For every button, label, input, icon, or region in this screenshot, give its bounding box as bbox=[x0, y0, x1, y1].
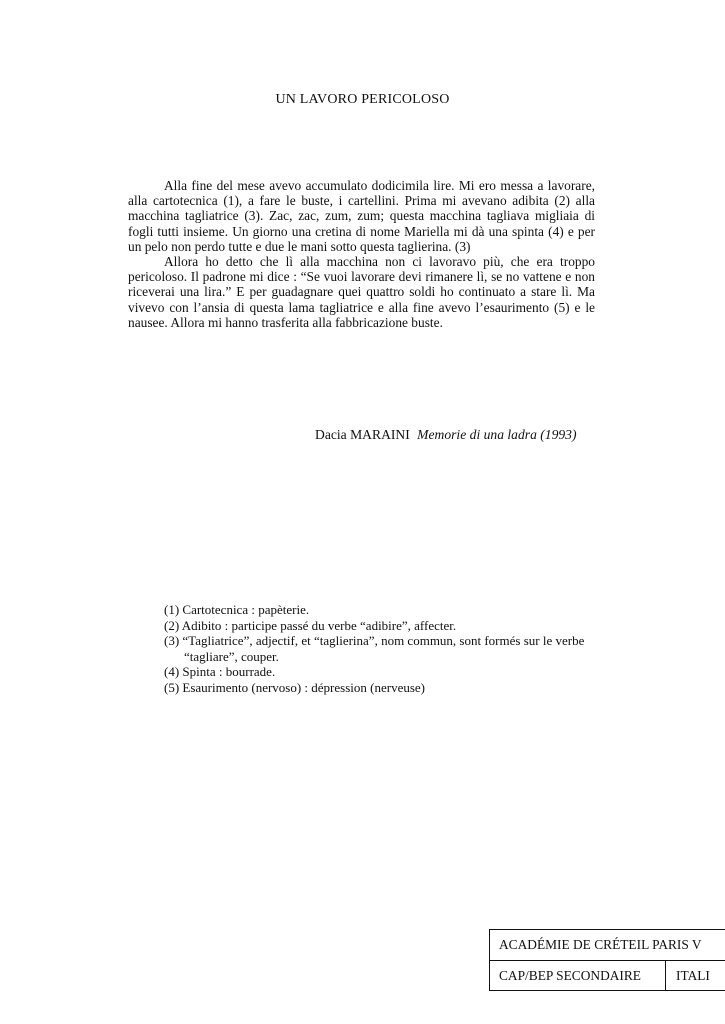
academy-row bbox=[490, 930, 725, 961]
paragraph-1: Alla fine del mese avevo accumulato dodicimila lire. Mi ero messa a lavorare, alla cartotecnica (1), a fare le buste, i cartellini. Prima mi avevano adibita (2) alla macchina tagliatrice (3). Zac, zac, zum, zum; questa macchina tagliava migliaia di fogli tutti insieme. Un giorno una cretina di nome Mariella mi dà una spinta (4) e per un pelo non perdo tutte e due le mani sotto questa taglierina. (3) bbox=[128, 178, 595, 254]
footnote-1: (1) Cartotecnica : papèterie. bbox=[164, 602, 310, 617]
work-title: Memorie di una ladra (1993) bbox=[417, 427, 577, 442]
attribution bbox=[315, 427, 577, 443]
footnote-3: (3) “Tagliatrice”, adjectif, et “taglierina”, nom commun, sont formés sur le verbe “tagliare”, couper. bbox=[164, 633, 585, 664]
exam-cell bbox=[490, 961, 666, 991]
exam-header-box bbox=[489, 929, 725, 991]
footnote-2: (2) Adibito : participe passé du verbe “adibire”, affecter. bbox=[164, 617, 457, 633]
footnotes-list bbox=[164, 602, 604, 695]
paragraph-2: Allora ho detto che lì alla macchina non ci lavoravo più, che era troppo pericoloso. Il padrone mi dice : “Se vuoi lavorare devi rimanere lì, se no vattene e non riceverai una lira.” E per guadagnare quei quattro soldi ho continuato a stare lì. Ma vivevo con l’ansia di questa lama tagliatrice e alla fine avevo l’esaurimento (5) e le nausee. Allora mi hanno trasferita alla fabbricazione buste. bbox=[128, 254, 595, 330]
exam-row bbox=[490, 961, 725, 991]
academy-label: ACADÉMIE DE CRÉTEIL PARIS V bbox=[499, 937, 702, 952]
subject-label: ITALI bbox=[676, 968, 710, 983]
footnote-5: (5) Esaurimento (nervoso) : dépression (nerveuse) bbox=[164, 679, 425, 695]
subject-cell bbox=[666, 961, 710, 991]
author-name: Dacia MARAINI bbox=[315, 427, 410, 442]
main-text bbox=[128, 178, 595, 330]
footnote-4: (4) Spinta : bourrade. bbox=[164, 664, 276, 679]
exam-label: CAP/BEP SECONDAIRE bbox=[499, 968, 641, 983]
document-title: UN LAVORO PERICOLOSO bbox=[275, 92, 450, 107]
